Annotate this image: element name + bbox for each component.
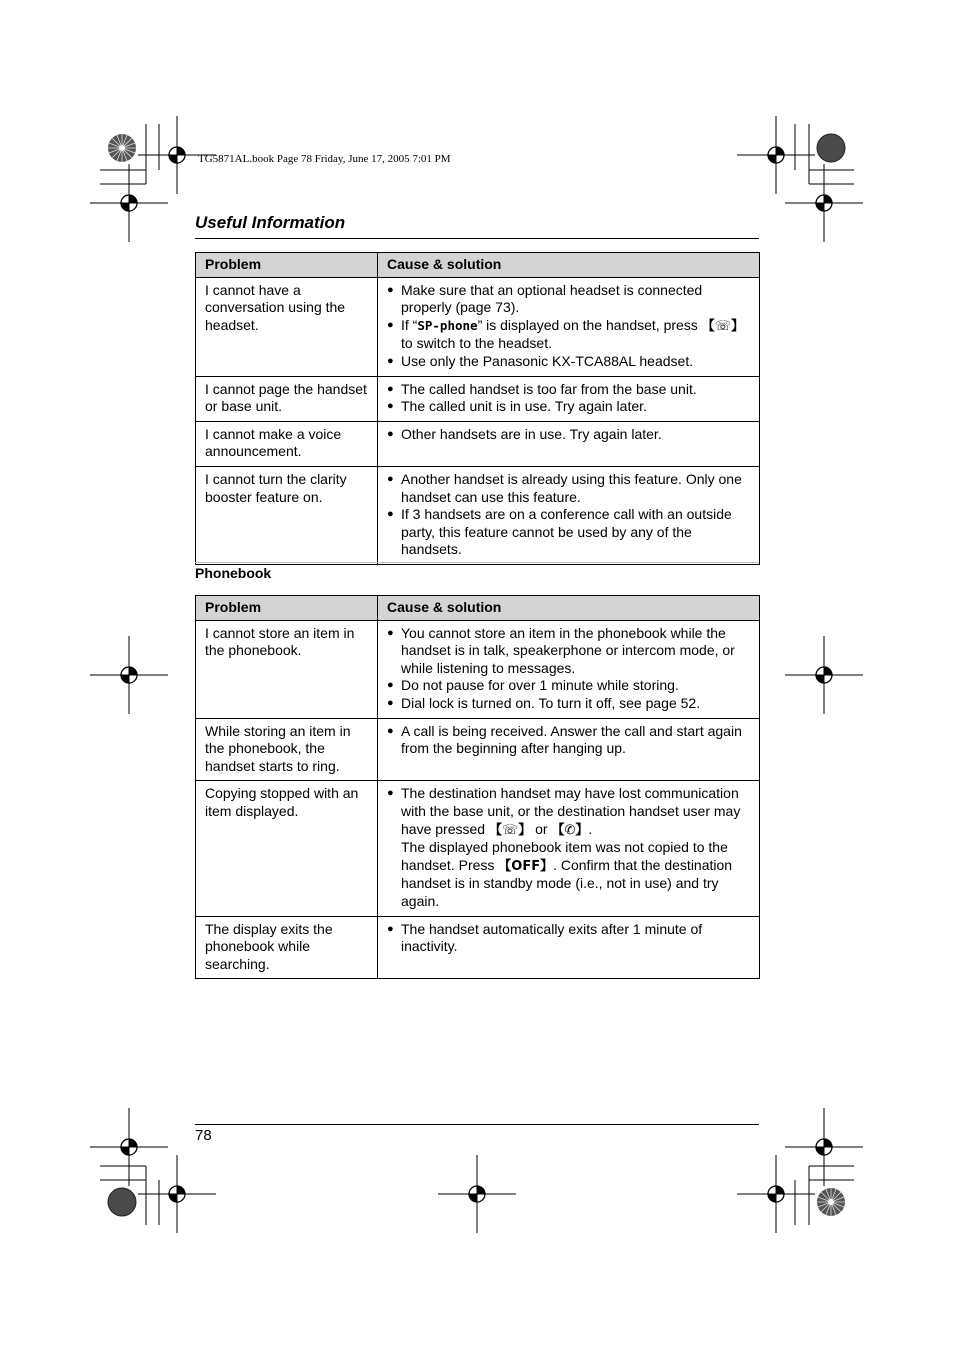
solution-cell bbox=[378, 421, 760, 466]
table-row bbox=[196, 781, 760, 916]
solution-cell bbox=[378, 620, 760, 718]
solution-item: ● If 3 handsets are on a conference call with an outside party, this feature cannot be used by any of the handsets. bbox=[387, 506, 750, 559]
table-row bbox=[196, 916, 760, 979]
problem-cell: I cannot turn the clarity booster feature on. bbox=[196, 466, 378, 564]
column-header-cause: Cause & solution bbox=[378, 253, 760, 278]
talk-key-icon: 【☏】 bbox=[701, 318, 744, 334]
column-header-problem: Problem bbox=[196, 596, 378, 621]
troubleshooting-table-headset bbox=[195, 252, 760, 565]
solution-item: ● A call is being received. Answer the call and start again from the beginning after hanging up. bbox=[387, 723, 750, 758]
problem-cell: I cannot store an item in the phonebook. bbox=[196, 620, 378, 718]
header-rule bbox=[195, 238, 759, 239]
solution-item: ● You cannot store an item in the phonebook while the handset is in talk, speakerphone or intercom mode, or while listening to messages. bbox=[387, 625, 750, 678]
speaker-key-icon: 【✆】 bbox=[551, 822, 589, 838]
table-row bbox=[196, 277, 760, 376]
solution-item: ● If “SP-phone” is displayed on the handset, press 【☏】 to switch to the headset. bbox=[387, 317, 750, 353]
problem-cell: Copying stopped with an item displayed. bbox=[196, 781, 378, 916]
off-key-icon: 【OFF】 bbox=[498, 858, 554, 874]
section-title: Useful Information bbox=[195, 213, 346, 232]
problem-cell: While storing an item in the phonebook, the handset starts to ring. bbox=[196, 718, 378, 781]
solution-cell bbox=[378, 781, 760, 916]
subsection-title: Phonebook bbox=[195, 565, 272, 581]
file-slug: TG5871AL.book Page 78 Friday, June 17, 2005 7:01 PM bbox=[198, 153, 451, 165]
table-header-row bbox=[196, 596, 760, 621]
footer-rule bbox=[195, 1124, 759, 1125]
problem-cell: I cannot page the handset or base unit. bbox=[196, 376, 378, 421]
solution-item: ● The called unit is in use. Try again later. bbox=[387, 398, 750, 416]
solution-item: ● The called handset is too far from the base unit. bbox=[387, 381, 750, 399]
solution-cell bbox=[378, 466, 760, 564]
table-row bbox=[196, 376, 760, 421]
solution-cell bbox=[378, 916, 760, 979]
subsection-rule bbox=[195, 562, 759, 563]
solution-item: ● The destination handset may have lost communication with the base unit, or the destination handset user may have pressed 【☏】 or 【✆】. The displayed phonebook item was not copied to the handset. Press 【OFF】. Confirm that the destination handset is in standby mode (i.e., not in use) and try again. bbox=[387, 785, 750, 910]
table-row bbox=[196, 421, 760, 466]
problem-cell: I cannot have a conversation using the headset. bbox=[196, 277, 378, 376]
column-header-cause: Cause & solution bbox=[378, 596, 760, 621]
table-row bbox=[196, 718, 760, 781]
solution-item: ● Dial lock is turned on. To turn it off, see page 52. bbox=[387, 695, 750, 713]
solution-item: ● Do not pause for over 1 minute while storing. bbox=[387, 677, 750, 695]
solution-item: ● Use only the Panasonic KX-TCA88AL headset. bbox=[387, 353, 750, 371]
solution-item: ● The handset automatically exits after 1 minute of inactivity. bbox=[387, 921, 750, 956]
display-text: SP-phone bbox=[417, 317, 478, 333]
troubleshooting-table-phonebook bbox=[195, 595, 760, 979]
page-number: 78 bbox=[195, 1127, 212, 1144]
problem-cell: I cannot make a voice announcement. bbox=[196, 421, 378, 466]
solution-cell bbox=[378, 376, 760, 421]
solution-cell bbox=[378, 277, 760, 376]
problem-cell: The display exits the phonebook while searching. bbox=[196, 916, 378, 979]
talk-key-icon: 【☏】 bbox=[488, 822, 532, 838]
column-header-problem: Problem bbox=[196, 253, 378, 278]
solution-item: ● Other handsets are in use. Try again later. bbox=[387, 426, 750, 444]
table-row bbox=[196, 620, 760, 718]
solution-cell bbox=[378, 718, 760, 781]
solution-item: ● Another handset is already using this feature. Only one handset can use this feature. bbox=[387, 471, 750, 506]
table-header-row bbox=[196, 253, 760, 278]
table-row bbox=[196, 466, 760, 564]
solution-item: ● Make sure that an optional headset is connected properly (page 73). bbox=[387, 282, 750, 317]
